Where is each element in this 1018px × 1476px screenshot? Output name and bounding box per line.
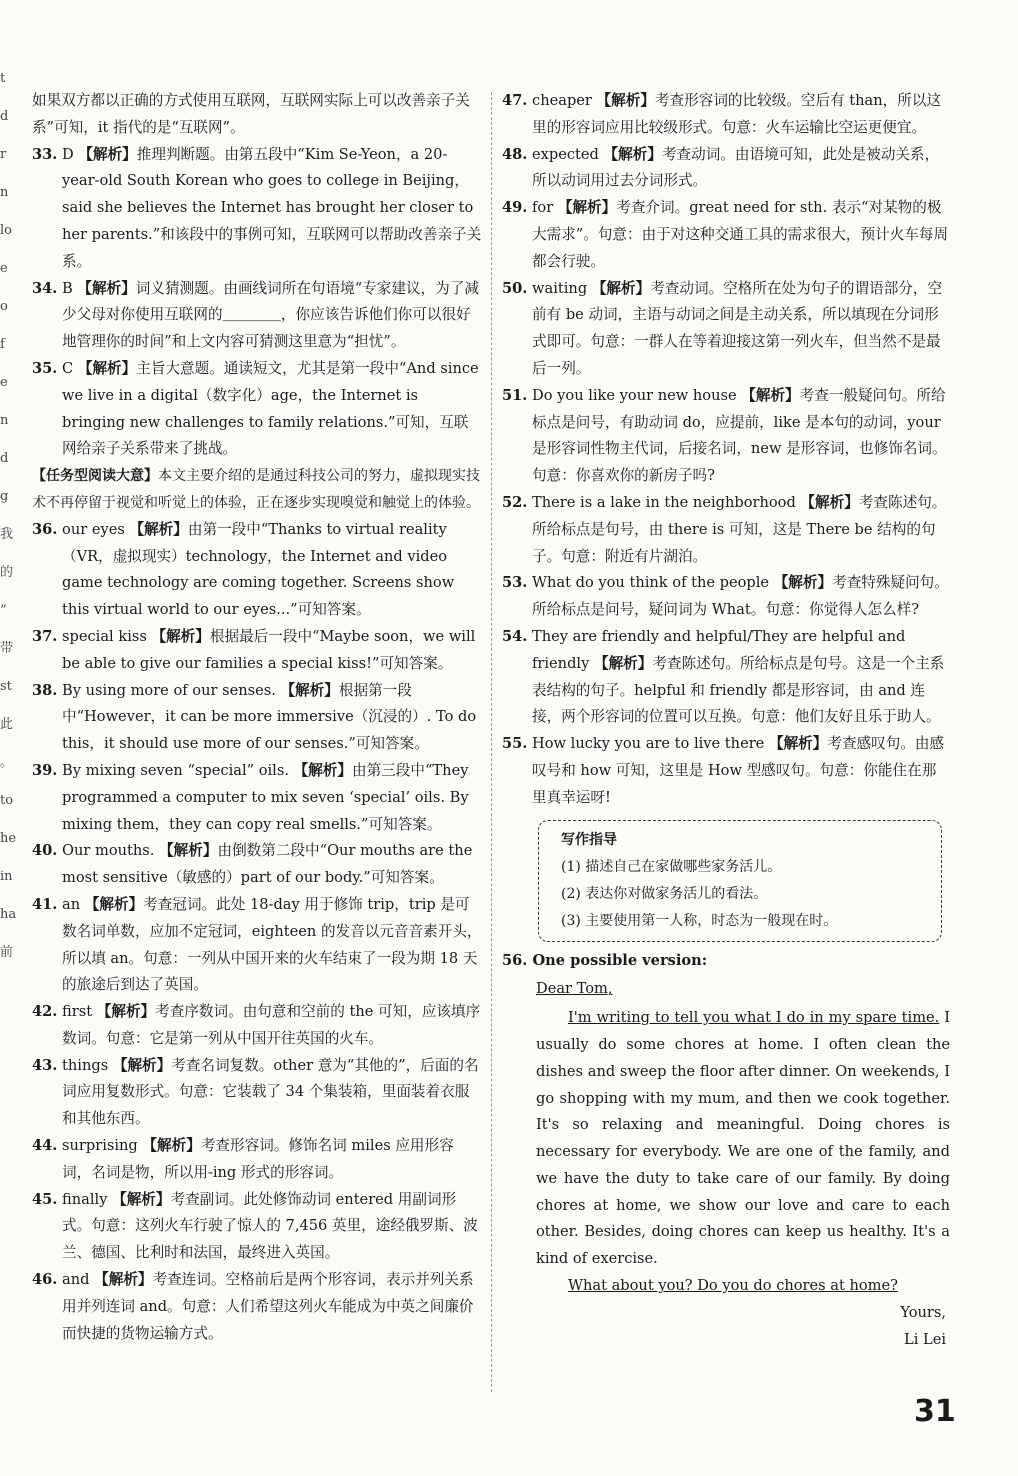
edge-fragment: d [0,451,9,466]
essay-salutation: Dear Tom, [536,980,613,998]
item-number: 48. [502,145,528,163]
item-analysis: 主旨大意题。通读短文，尤其是第一段中“And since we live in a digital（数字化）age，the Internet is bringing new challenges to family relations.”可知，互联网给亲子关系带来了挑战。 [62,359,479,458]
analysis-tag: 【解析】 [142,1137,201,1155]
item-analysis: 由倒数第二段中“Our mouths are the most sensitive（敏感的）part of our body.”可知答案。 [62,842,473,887]
analysis-tag: 【解析】 [151,627,210,645]
item-number: 39. [32,761,58,779]
answer-item [32,276,482,356]
answer-item [32,892,482,999]
edge-fragment: t [0,71,6,86]
item-number: 42. [32,1003,58,1021]
reading-summary [32,463,482,517]
item-number: 34. [32,279,58,297]
essay-closing-sentence: What about you? Do you do chores at home? [568,1277,898,1295]
right-column-items [502,88,950,812]
analysis-tag: 【解析】 [603,145,662,163]
item-number: 45. [32,1190,58,1208]
right-column [502,88,950,1353]
item-number: 52. [502,493,528,511]
answer-item [502,195,950,275]
writing-guide-point: (1) 描述自己在家做哪些家务活儿。 [561,858,782,875]
item-number: 53. [502,574,528,592]
continued-text: 如果双方都以正确的方式使用互联网，互联网实际上可以改善亲子关系”可知，it 指代的是“互联网”。 [32,92,470,136]
edge-fragment: in [0,869,13,884]
page-number: 31 [914,1394,956,1429]
item-analysis: 考查序数词。由句意和空前的 the 可知，应该填序数词。句意：它是第一列从中国开往英国的火车。 [62,1003,481,1047]
item-number: 33. [32,145,58,163]
answer-item [502,570,950,624]
item-number: 54. [502,627,528,645]
edge-fragment: o [0,299,8,314]
answer-item [502,383,950,490]
item-analysis: 推理判断题。由第五段中“Kim Se-Yeon，a 20-year-old South Korean who goes to college in Beijing，said she believes the Internet has brought her closer to her parents.”和该段中的事例可知，互联网可以帮助改善亲子关系。 [62,145,482,270]
edge-fragment: n [0,413,9,428]
writing-guide-point: (2) 表达你对做家务活儿的看法。 [561,885,768,902]
summary-tag: 【任务型阅读大意】 [32,468,158,485]
edge-fragment: 我 [0,527,14,542]
analysis-tag: 【解析】 [96,1003,156,1021]
answer-item [502,142,950,196]
edge-fragment: e [0,375,8,390]
analysis-tag: 【解析】 [84,895,144,913]
answer-item [502,490,950,570]
edge-fragment: 的 [0,565,14,580]
item-answer: for [532,199,554,217]
analysis-tag: 【解析】 [78,145,137,163]
analysis-tag: 【解析】 [94,1271,153,1289]
answer-item [502,276,950,383]
item-number: 43. [32,1056,58,1074]
analysis-tag: 【解析】 [112,1056,172,1074]
analysis-tag: 【解析】 [596,92,655,109]
item-number: 41. [32,895,58,913]
answer-item [32,1187,482,1267]
model-essay [502,976,950,1353]
item-answer: first [62,1003,93,1021]
analysis-tag: 【解析】 [159,842,218,860]
answer-item [32,1267,482,1347]
writing-guide-title: 写作指导 [561,831,617,848]
edge-fragment: f [0,337,5,352]
item-number: 35. [32,359,58,377]
edge-fragment: n [0,185,9,200]
edge-fragment: ha [0,907,17,922]
analysis-tag: 【解析】 [77,279,136,297]
edge-fragment: d [0,109,9,124]
item-answer: By using more of our senses. [62,681,276,699]
answer-item [32,356,482,463]
answer-item [32,758,482,838]
analysis-tag: 【解析】 [800,493,859,511]
analysis-tag: 【解析】 [773,574,833,592]
analysis-tag: 【解析】 [557,199,617,217]
edge-fragment: g [0,489,9,504]
analysis-tag: 【解析】 [593,654,653,672]
item-answer: By mixing seven “special” oils. [62,761,289,779]
item-answer: things [62,1056,109,1074]
item-answer: D [62,145,74,163]
analysis-tag: 【解析】 [280,681,339,699]
item-answer: special kiss [62,627,147,645]
analysis-tag: 【解析】 [293,761,352,779]
item-answer: Do you like your new house [532,386,737,404]
writing-guide-box [538,820,942,942]
item-number: 37. [32,627,58,645]
edge-fragment: 前 [0,945,14,960]
analysis-tag: 【解析】 [112,1190,171,1208]
answer-item [32,517,482,624]
item-analysis: 考查动词。由语境可知，此处是被动关系，所以动词用过去分词形式。 [532,145,940,190]
previous-page-edge-text [0,60,17,1400]
edge-fragment: 。 [0,755,14,770]
answer-item [32,999,482,1053]
summary-text: 本文主要介绍的是通过科技公司的努力，虚拟现实技术不再停留于视觉和听觉上的体验，正在逐步实现嗅觉和触觉上的体验。 [32,468,480,511]
item-answer: C [62,359,74,377]
item-answer: our eyes [62,520,125,538]
item-analysis: 考查形容词。修饰名词 miles 应用形容词，名词是物，所以用-ing 形式的形容词。 [62,1137,454,1181]
item-number: 51. [502,386,528,404]
item-analysis: 考查陈述句。所给标点是句号，由 there is 可知，这是 There be 结构的句子。句意：附近有片湖泊。 [532,493,947,565]
item-number: 55. [502,735,528,753]
item-answer: surprising [62,1137,138,1155]
item-answer: cheaper [532,92,592,109]
edge-fragment: lo [0,223,12,238]
item-number: 47. [502,92,528,109]
essay-label: 56. One possible version: [502,951,708,969]
answer-item [502,731,950,811]
analysis-tag: 【解析】 [77,359,137,377]
item-answer: B [62,279,73,297]
left-column [32,88,482,1347]
edge-fragment: e [0,261,8,276]
edge-fragment: 此 [0,717,14,732]
item-analysis: 考查名词复数。other 意为“其他的”，后面的名词应用复数形式。句意：它装载了 34 个集装箱，里面装着衣服和其他东西。 [62,1056,479,1128]
answer-item [32,1053,482,1133]
item-analysis: 考查副词。此处修饰动词 entered 用副词形式。句意：这列火车行驶了惊人的 7,456 英里，途经俄罗斯、波兰、德国、比利时和法国，最终进入英国。 [62,1190,478,1262]
item-answer: What do you think of the people [532,574,770,592]
item-answer: There is a lake in the neighborhood [532,493,796,511]
item-number: 44. [32,1137,58,1155]
column-divider [491,92,492,1392]
item-analysis: 考查连词。空格前后是两个形容词，表示并列关系用并列连词 and。句意：人们希望这列火车能成为中英之间廉价而快捷的货物运输方式。 [62,1271,474,1342]
answer-item [32,1133,482,1187]
essay-body [536,1005,950,1273]
item-number: 46. [32,1271,58,1289]
answer-item [502,88,950,142]
essay-sign-off: Yours, [900,1303,946,1321]
item-analysis: 考查动词。空格所在处为句子的谓语部分，空前有 be 动词，主语与动词之间是主动关系，所以填现在分词形式即可。句意：一群人在等着迎接这第一列火车，但当然不是最后一列。 [532,279,943,377]
item-answer: an [62,895,81,913]
item-answer: and [62,1271,90,1289]
answer-item [32,678,482,758]
answer-item [32,624,482,678]
item-answer: waiting [532,279,588,297]
item-number: 50. [502,279,528,297]
edge-fragment: to [0,793,14,808]
item-analysis: 词义猜测题。由画线词所在句语境“专家建议，为了减少父母对你使用互联网的＿＿＿＿，你应该告诉他们你可以很好地管理你的时间”和上文内容可猜测这里意为“担忧”。 [62,279,479,351]
item-answer: They are friendly and helpful/They are helpful and friendly [532,627,906,672]
edge-fragment: 带 [0,641,14,656]
essay-closing [536,1273,950,1300]
item-analysis: 由第一段中“Thanks to virtual reality（VR，虚拟现实）technology，the Internet and video game technology are coming together. Screens show this virtual world to our eyes...”可知答案。 [62,520,455,619]
edge-fragment: ” [0,603,7,618]
item-number: 36. [32,520,58,538]
answer-item [502,624,950,731]
item-number: 38. [32,681,58,699]
analysis-tag: 【解析】 [768,735,828,753]
essay-opening-sentence: I'm writing to tell you what I do in my spare time. [568,1009,940,1027]
item-answer: Our mouths. [62,842,155,860]
item-analysis: 考查介词。great need for sth. 表示“对某物的极大需求”。句意：由于对这种交通工具的需求很大，预计火车每周都会行驶。 [532,199,949,270]
item-answer: finally [62,1190,108,1208]
item-analysis: 考查陈述句。所给标点是句号。这是一个主系表结构的句子。helpful 和 friendly 都是形容词，由 and 连接，两个形容词的位置可以互换。句意：他们友好且乐于助人。 [532,654,945,726]
edge-fragment: st [0,679,12,694]
item-analysis: 考查冠词。此处 18-day 用于修饰 trip，trip 是可数名词单数，应加不定冠词，eighteen 的发音以元音音素开头，所以填 an。句意：一列从中国开来的火车结束了一段为期 18 天的旅途后到达了英国。 [62,895,482,994]
analysis-tag: 【解析】 [741,386,800,404]
writing-guide-point: (3) 主要使用第一人称，时态为一般现在时。 [561,912,838,929]
answer-item [32,142,482,276]
item-analysis: 考查感叹句。由感叹号和 how 可知，这里是 How 型感叹句。句意：你能住在那里真幸运呀! [532,735,945,806]
item-analysis: 由第三段中“They programmed a computer to mix seven ‘special’ oils. By mixing them，they can copy real smells.”可知答案。 [62,761,469,833]
item-analysis: 考查一般疑问句。所给标点是问号，有助动词 do，应提前，like 是本句的动词，your 是形容词性物主代词，后接名词，new 是形容词，也修饰名词。句意：你喜欢你的新房子吗? [532,386,947,485]
essay-signature: Li Lei [904,1330,946,1348]
item-analysis: 考查特殊疑问句。所给标点是问号，疑问词为 What。句意：你觉得人怎么样? [532,574,949,619]
answer-item [32,838,482,892]
analysis-tag: 【解析】 [129,520,188,538]
item-analysis: 根据第一段中“However，it can be more immersive（沉浸的）. To do this，it should use more of our senses.”可知答案。 [62,681,477,753]
edge-fragment: r [0,147,7,162]
edge-fragment: he [0,831,17,846]
essay-body-text: I usually do some chores at home. I often clean the dishes and sweep the floor after dinner. On weekends, I go shopping with my mum, and then we cook together. It's so relaxing and meaningful. Doing chores is necessary for everybody. We are one of the family, and we have the duty to take care of our family. By doing chores at home, we show our love and care to each other. Besides, doing chores can keep us healthy. It's a kind of exercise. [536,1009,950,1268]
analysis-tag: 【解析】 [591,279,651,297]
item-number: 49. [502,199,528,217]
item-analysis: 考查形容词的比较级。空后有 than，所以这里的形容词应用比较级形式。句意：火车运输比空运更便宜。 [532,92,942,136]
item-answer: How lucky you are to live there [532,735,765,753]
item-number: 40. [32,842,58,860]
item-analysis: 根据最后一段中“Maybe soon，we will be able to give our families a special kiss!”可知答案。 [62,627,476,672]
item-answer: expected [532,145,599,163]
